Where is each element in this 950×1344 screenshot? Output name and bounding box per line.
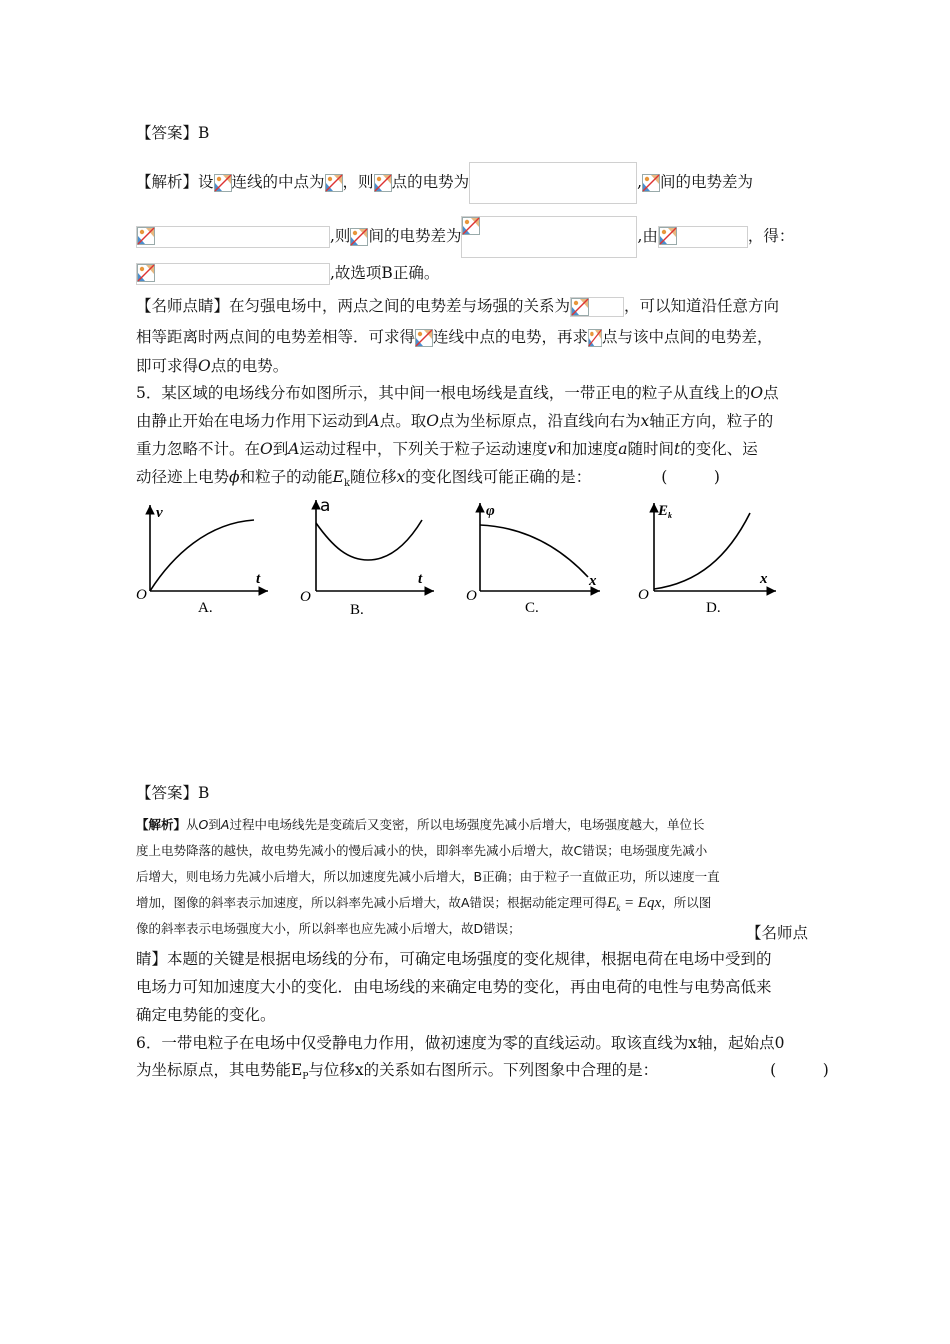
graph-d-y-label: $E_k$ — [658, 503, 673, 520]
q5-analysis-line2: 度上电势降落的越快，故电势先减小的慢后减小的快，即斜率先减小后增大，故C错误；电场强度先减小 — [136, 843, 708, 858]
graph-b-origin: O — [300, 589, 311, 605]
q5-analysis-line4: 增加，图像的斜率表示加速度，所以斜率先减小后增大，故A错误；根据动能定理可得$E_k$ = Eqx，所以图 — [136, 895, 712, 913]
graph-a-y-label: v — [156, 505, 163, 521]
broken-image-icon — [214, 174, 232, 192]
broken-image-icon — [642, 174, 660, 192]
graph-b-caption: B. — [350, 602, 364, 618]
broken-image-icon — [415, 329, 433, 347]
ek-formula: $E_k$ = Eqx — [607, 895, 662, 913]
q5-stem-line4: 动径迹上电势ϕ和粒子的动能$E_k$随位移x的变化图线可能正确的是： ( ) — [136, 468, 720, 490]
q5-tip-line2: 电场力可知加速度大小的变化．由电场线的来确定电势的变化，再由电荷的电性与电势高低来 — [136, 978, 772, 996]
q4-analysis-line3: ,故选项B正确。 — [136, 262, 439, 285]
formula-image-box — [461, 216, 637, 258]
graph-c-origin: O — [466, 588, 477, 604]
q5-stem-line2: 由静止开始在电场力作用下运动到A点。取O点为坐标原点，沿直线向右为x轴正方向，粒子的 — [136, 412, 774, 430]
graph-d-x-label: x — [760, 571, 768, 587]
q5-option-graphs — [128, 495, 808, 625]
graph-b-y-label: a — [320, 496, 331, 516]
broken-image-icon — [374, 174, 392, 192]
graph-c-x-label: x — [589, 573, 597, 589]
formula-image-box — [136, 263, 330, 285]
graph-c-y-label: φ — [486, 503, 495, 519]
graph-a-origin: O — [136, 587, 147, 603]
graph-a — [136, 505, 268, 616]
q5-analysis-line3: 后增大，则电场力先减小后增大，所以加速度先减小后增大，B正确；由于粒子一直做正功，所以速度一直 — [136, 869, 720, 884]
q6-stem-line2: 为坐标原点，其电势能$E_P$与位移x的关系如右图所示。下列图象中合理的是： ( ) — [136, 1061, 829, 1083]
formula-image-box — [469, 162, 637, 204]
q5-analysis-line1: 【解析】从O到A过程中电场线先是变疏后又变密，所以电场强度先减小后增大，电场强度越大，单位长 — [136, 817, 705, 832]
q5-analysis-line5: 像的斜率表示电场强度大小，所以斜率也应先减小后增大，故D错误； — [136, 921, 521, 936]
graph-b — [300, 496, 434, 618]
graph-a-x-label: t — [256, 571, 261, 587]
broken-image-icon — [350, 228, 368, 246]
graph-b-x-label: t — [418, 571, 423, 587]
graph-d-caption: D. — [706, 600, 721, 616]
formula-image-box — [136, 226, 330, 248]
broken-image-icon — [325, 174, 343, 192]
graph-a-caption: A. — [198, 600, 213, 616]
graph-c-caption: C. — [525, 600, 539, 616]
broken-image-icon — [588, 329, 602, 347]
q6-stem-line1: 6．一带电粒子在电场中仅受静电力作用，做初速度为零的直线运动。取该直线为x轴，起始点0 — [136, 1034, 785, 1052]
q5-stem-line3: 重力忽略不计。在O到A运动过程中，下列关于粒子运动速度v和加速度a随时间t的变化、运 — [136, 440, 758, 458]
q4-analysis-line1: 【解析】设 连线的中点为 ，则 点的电势为 , 间的电势差为 — [136, 162, 753, 204]
graph-d — [638, 503, 776, 616]
formula-image-box — [570, 297, 624, 317]
q5-tip-line3: 确定电势能的变化。 — [136, 1006, 276, 1024]
formula-image-box — [658, 226, 748, 248]
q4-answer: 【答案】B — [136, 124, 210, 142]
q5-answer: 【答案】B — [136, 784, 210, 802]
q4-tip-line3: 即可求得O点的电势。 — [136, 357, 289, 375]
q4-analysis-line2: ,则 间的电势差为 ,由 ，得： — [136, 216, 794, 258]
q5-tip-label-a: 【名师点 — [746, 924, 809, 942]
analysis-label: 【解析】 — [136, 173, 199, 191]
q5-stem-line1: 5．某区域的电场线分布如图所示，其中间一根电场线是直线，一带正电的粒子从直线上的O点 — [136, 384, 779, 402]
q4-tip-line1: 【名师点睛】在匀强电场中，两点之间的电势差与场强的关系为 ，可以知道沿任意方向 — [136, 297, 780, 315]
q5-tip-line1: 睛】本题的关键是根据电场线的分布，可确定电场强度的变化规律，根据电荷在电场中受到的 — [136, 950, 772, 968]
graph-d-origin: O — [638, 587, 649, 603]
q4-tip-line2: 相等距离时两点间的电势差相等．可求得 连线中点的电势，再求 点与该中点间的电势差， — [136, 328, 773, 346]
graph-c — [466, 503, 600, 616]
